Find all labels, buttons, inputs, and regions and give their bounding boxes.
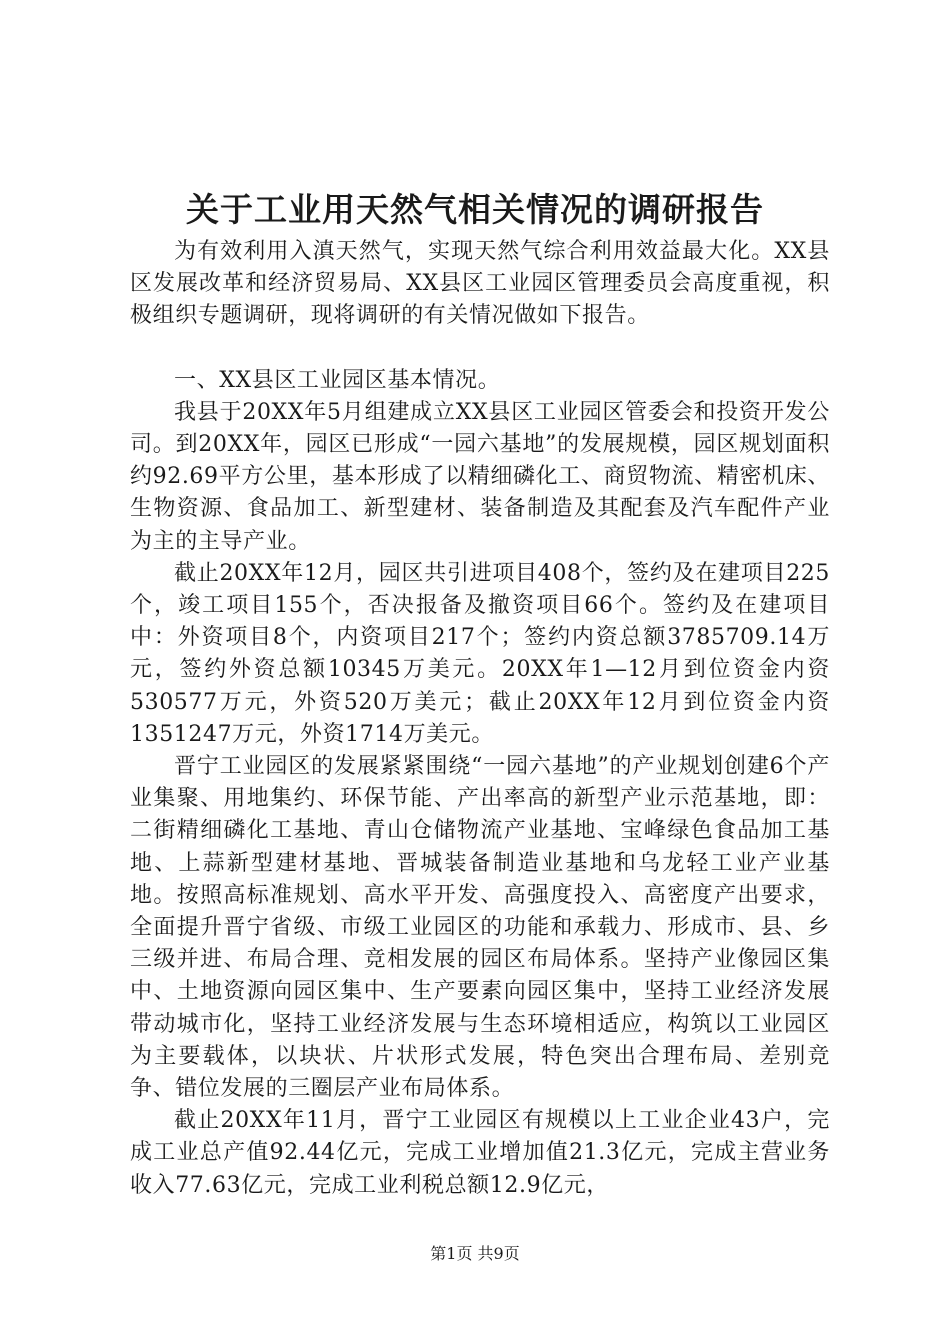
page-number-footer: 第1页 共9页: [430, 1244, 520, 1263]
body-paragraph: 晋宁工业园区的发展紧紧围绕“一园六基地”的产业规划创建6个产业集聚、用地集约、环保节能、产出率高的新型产业示范基地，即：二街精细磷化工基地、青山仓储物流产业基地、宝峰绿色食品加工基地、上蒜新型建材基地、晋城装备制造业基地和乌龙轻工业产业基地。按照高标准规划、高水平开发、高强度投入、高密度产出要求，全面提升晋宁省级、市级工业园区的功能和承载力、形成市、县、乡三级并进、布局合理、竞相发展的园区布局体系。坚持产业像园区集中、土地资源向园区集中、生产要素向园区集中，坚持工业经济发展带动城市化，坚持工业经济发展与生态环境相适应，构筑以工业园区为主要载体，以块状、片状形式发展，特色突出合理布局、差别竞争、错位发展的三圈层产业布局体系。: [130, 754, 830, 1102]
document-body: [130, 236, 830, 1202]
document-title: 关于工业用天然气相关情况的调研报告: [186, 190, 764, 229]
intro-paragraph: 为有效利用入滇天然气，实现天然气综合利用效益最大化。XX县区发展改革和经济贸易局、XX县区工业园区管理委员会高度重视，积极组织专题调研，现将调研的有关情况做如下报告。: [130, 239, 830, 329]
section-heading: 一、XX县区工业园区基本情况。: [174, 367, 501, 393]
body-paragraph: 截止20XX年12月，园区共引进项目408个，签约及在建项目225个，竣工项目155个，否决报备及撤资项目66个。签约及在建项目中：外资项目8个，内资项目217个；签约内资总额3785709.14万元，签约外资总额10345万美元。20XX年1—12月到位资金内资530577万元，外资520万美元；截止20XX年12月到位资金内资1351247万元，外资1714万美元。: [130, 560, 830, 747]
body-paragraph: 我县于20XX年5月组建成立XX县区工业园区管委会和投资开发公司。到20XX年，园区已形成“一园六基地”的发展规模，园区规划面积约92.69平方公里，基本形成了以精细磷化工、商贸物流、精密机床、生物资源、食品加工、新型建材、装备制造及其配套及汽车配件产业为主的主导产业。: [130, 399, 830, 554]
body-paragraph: 截止20XX年11月，晋宁工业园区有规模以上工业企业43户，完成工业总产值92.44亿元，完成工业增加值21.3亿元，完成主营业务收入77.63亿元，完成工业利税总额12.9亿元，: [130, 1108, 830, 1198]
